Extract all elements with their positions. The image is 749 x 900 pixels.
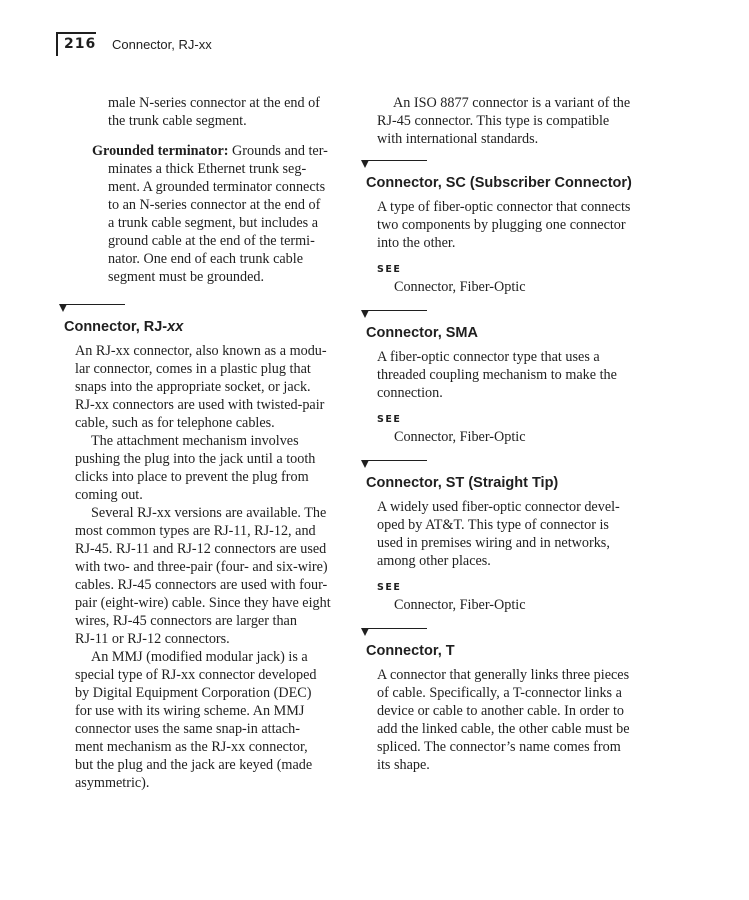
continuation-paragraph — [361, 94, 646, 148]
text-line: with international standards. — [377, 131, 539, 147]
text-line: oped by AT&T. This type of connector is — [377, 517, 609, 533]
marker-rule — [367, 160, 427, 161]
text-line: spliced. The connector’s name comes from — [377, 739, 621, 755]
text-line: special type of RJ-xx connector developed — [75, 667, 317, 683]
text-line: used in premises wiring and in networks, — [377, 535, 610, 551]
header-horizontal-rule — [56, 32, 96, 34]
entry-title-italic: xx — [167, 319, 184, 335]
text-line: with two- and three-pair (four- and six-wire) — [75, 559, 328, 575]
text-line: An RJ-xx connector, also known as a modu- — [75, 343, 327, 359]
text-line: clicks into place to prevent the plug from — [75, 469, 309, 485]
text-line: its shape. — [377, 757, 430, 773]
text-line: lar connector, comes in a plastic plug that — [75, 361, 311, 377]
text-line: A type of fiber-optic connector that connects — [377, 199, 631, 215]
paragraph — [361, 498, 646, 570]
text-line: among other places. — [377, 553, 491, 569]
triangle-marker-icon — [361, 310, 369, 318]
text-line: asymmetric). — [75, 775, 150, 791]
text-line: add the linked cable, the other cable must be — [377, 721, 630, 737]
entry-marker — [361, 310, 646, 318]
text-line: a trunk cable segment, but includes a — [108, 215, 318, 231]
see-label: SEE — [377, 582, 402, 593]
left-column — [59, 94, 349, 792]
paragraph — [59, 648, 349, 792]
text-line: most common types are RJ-11, RJ-12, and — [75, 523, 316, 539]
text-line: RJ-45 connector. This type is compatible — [377, 113, 610, 129]
text-line: two components by plugging one connector — [377, 217, 626, 233]
text-line: ment mechanism as the RJ-xx connector, — [75, 739, 308, 755]
text-line: The attachment mechanism involves — [91, 433, 299, 449]
entry-title-prefix: Connector, RJ- — [64, 319, 168, 335]
see-label: SEE — [377, 264, 402, 275]
grounded-terminator-item — [59, 142, 349, 286]
text-line: segment must be grounded. — [108, 269, 265, 285]
text-line: nator. One end of each trunk cable — [108, 251, 303, 267]
marker-rule — [65, 304, 125, 305]
grounded-terminator-term: Grounded terminator: — [92, 143, 229, 159]
text-line: wires, RJ-45 connectors are larger than — [75, 613, 297, 629]
right-column — [361, 94, 646, 774]
see-label: SEE — [377, 414, 402, 425]
text-line: pair (eight-wire) cable. Since they have eight — [75, 595, 331, 611]
entry-title-sc: Connector, SC (Subscriber Connector) — [366, 175, 632, 191]
text-line: male N-series connector at the end of — [108, 95, 320, 111]
text-line: into the other. — [377, 235, 456, 251]
text-line: RJ-45. RJ-11 and RJ-12 connectors are used — [75, 541, 327, 557]
triangle-marker-icon — [361, 160, 369, 168]
text-line: ment. A grounded terminator connects — [108, 179, 326, 195]
paragraph — [361, 348, 646, 402]
entry-marker — [59, 304, 349, 312]
text-line: connector uses the same snap-in attach- — [75, 721, 300, 737]
text-line: pushing the plug into the jack until a tooth — [75, 451, 316, 467]
triangle-marker-icon — [59, 304, 67, 312]
text-line: A widely used fiber-optic connector devel- — [377, 499, 620, 515]
see-reference: Connector, Fiber-Optic — [394, 279, 526, 295]
running-head: Connector, RJ-xx — [112, 37, 212, 52]
entry-title-sma: Connector, SMA — [366, 325, 478, 341]
text-line: of cable. Specifically, a T-connector links a — [377, 685, 622, 701]
text-line: snaps into the appropriate socket, or jack. — [75, 379, 311, 395]
triangle-marker-icon — [361, 628, 369, 636]
marker-rule — [367, 628, 427, 629]
text-line: RJ-xx connectors are used with twisted-pair — [75, 397, 325, 413]
triangle-marker-icon — [361, 460, 369, 468]
entry-marker — [361, 460, 646, 468]
text-line: by Digital Equipment Corporation (DEC) — [75, 685, 312, 701]
marker-rule — [367, 310, 427, 311]
continuation-text — [59, 94, 349, 130]
text-line: coming out. — [75, 487, 143, 503]
header-vertical-rule — [56, 32, 58, 56]
text-line: but the plug and the jack are keyed (made — [75, 757, 313, 773]
text-line: An MMJ (modified modular jack) is a — [91, 649, 308, 665]
see-reference: Connector, Fiber-Optic — [394, 429, 526, 445]
entry-title-st: Connector, ST (Straight Tip) — [366, 475, 559, 491]
text-line: Several RJ-xx versions are available. The — [91, 505, 327, 521]
paragraph — [361, 198, 646, 252]
paragraph — [361, 666, 646, 774]
marker-rule — [367, 460, 427, 461]
entry-title-rj — [64, 318, 349, 336]
text-line: device or cable to another cable. In order to — [377, 703, 624, 719]
text-line: cables. RJ-45 connectors are used with four- — [75, 577, 328, 593]
entry-title-t: Connector, T — [366, 643, 455, 659]
text-line: for use with its wiring scheme. An MMJ — [75, 703, 305, 719]
page-number: 216 — [64, 36, 97, 52]
entry-marker — [361, 160, 646, 168]
see-reference: Connector, Fiber-Optic — [394, 597, 526, 613]
paragraph — [59, 504, 349, 648]
paragraph — [59, 432, 349, 504]
entry-marker — [361, 628, 646, 636]
text-line: RJ-11 or RJ-12 connectors. — [75, 631, 230, 647]
text-line: connection. — [377, 385, 443, 401]
text-line: Grounds and ter- — [232, 143, 328, 159]
text-line: cable, such as for telephone cables. — [75, 415, 275, 431]
text-line: An ISO 8877 connector is a variant of the — [393, 95, 631, 111]
text-line: A connector that generally links three pieces — [377, 667, 630, 683]
text-line: minates a thick Ethernet trunk seg- — [108, 161, 307, 177]
text-line: threaded coupling mechanism to make the — [377, 367, 617, 383]
paragraph — [59, 342, 349, 432]
text-line: ground cable at the end of the termi- — [108, 233, 315, 249]
text-line: to an N-series connector at the end of — [108, 197, 321, 213]
text-line: A fiber-optic connector type that uses a — [377, 349, 600, 365]
text-line: the trunk cable segment. — [108, 113, 247, 129]
